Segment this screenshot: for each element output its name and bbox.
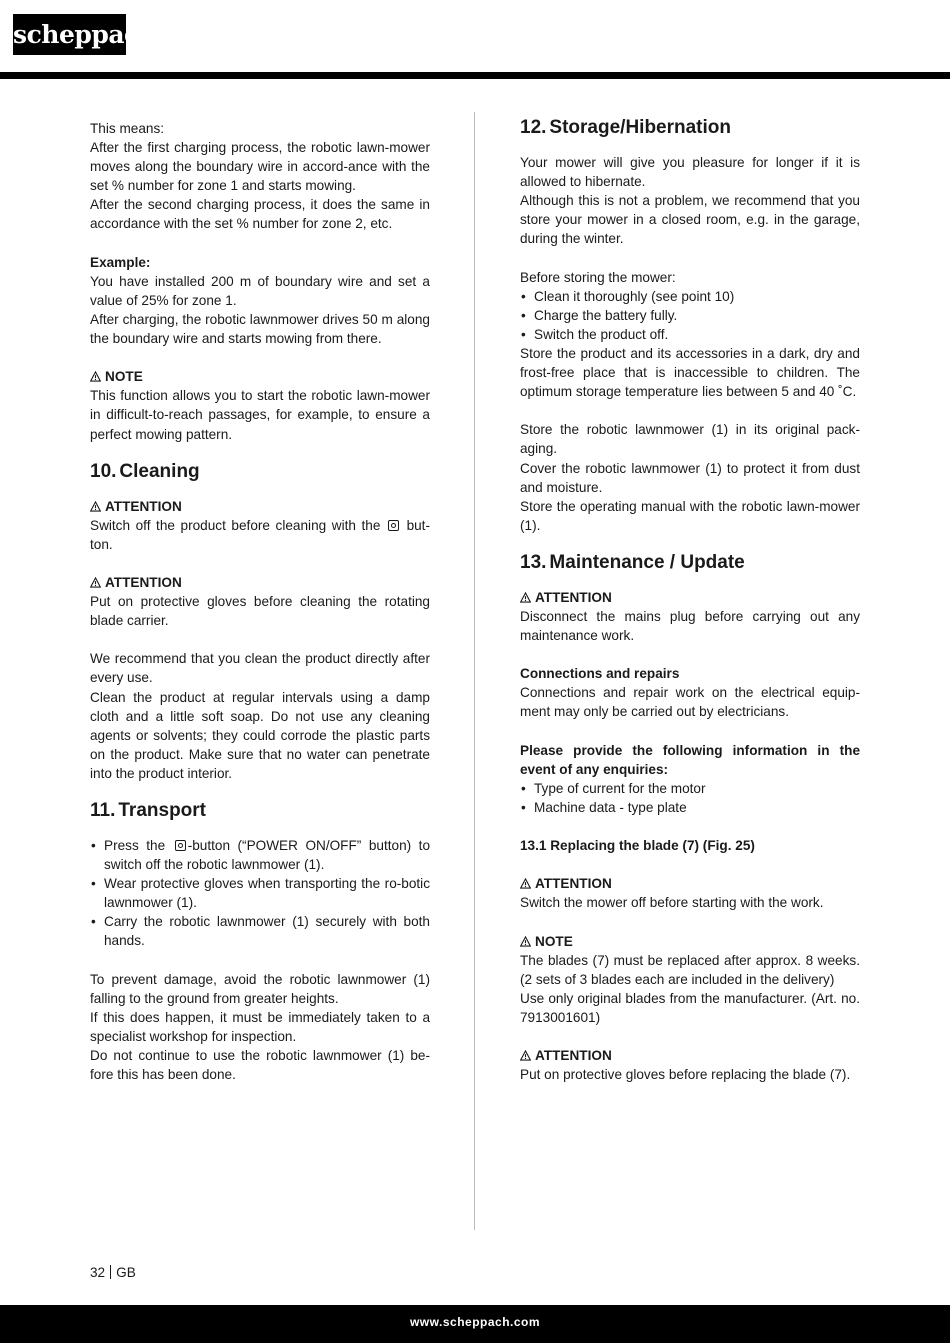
text: -button (“POWER ON/OFF” button) to switch off the robotic lawnmower (1). <box>104 838 431 873</box>
section-heading-storage <box>520 116 860 140</box>
paragraph: Before storing the mower: <box>520 269 676 285</box>
paragraph: After the second charging process, it does the same in accordance with the set % number for zone 2, etc. <box>90 197 430 232</box>
transport-list <box>90 836 430 951</box>
list-item: • Clean it thoroughly (see point 10) <box>520 287 860 306</box>
list-item: • Switch the product off. <box>520 325 860 344</box>
paragraph: Put on protective gloves before cleaning the rotating blade carrier. <box>90 594 430 629</box>
text: Press the <box>104 838 166 853</box>
left-column <box>90 119 430 1084</box>
section-number: 11. <box>90 800 116 821</box>
paragraph: Connections and repair work on the electrical equip-ment may only be carried out by electricians. <box>520 685 860 720</box>
power-button-icon <box>388 520 399 531</box>
list-item: • Charge the battery fully. <box>520 306 860 325</box>
header-bar <box>0 72 950 79</box>
paragraph: This function allows you to start the robotic lawn-mower in difficult-to-reach passages, for example, to ensure a perfect mowing pattern. <box>90 388 430 442</box>
enquiries-list <box>520 779 860 817</box>
section-title: Storage/Hibernation <box>549 117 731 138</box>
language-code: GB <box>116 1265 136 1280</box>
attention-heading <box>520 588 860 607</box>
paragraph: The blades (7) must be replaced after approx. 8 weeks. (2 sets of 3 blades each are included in the delivery) <box>520 952 860 987</box>
attention-label: ATTENTION <box>105 574 182 590</box>
section-heading-cleaning <box>90 460 430 484</box>
website-link[interactable]: www.scheppach.com <box>409 1315 541 1329</box>
attention-heading <box>520 874 860 893</box>
text: Switch off the product before cleaning with the <box>90 517 381 533</box>
section-number: 13. <box>520 551 547 573</box>
attention-label: ATTENTION <box>105 498 182 514</box>
paragraph: We recommend that you clean the product directly after every use. <box>90 651 430 686</box>
warning-icon <box>520 878 531 889</box>
connections-label: Connections and repairs <box>520 666 680 682</box>
attention-label: ATTENTION <box>535 1048 612 1064</box>
attention-label: ATTENTION <box>535 876 612 892</box>
warning-icon <box>90 577 101 588</box>
note-heading <box>520 932 860 951</box>
paragraph: You have installed 200 m of boundary wire and set a value of 25% for zone 1. <box>90 273 430 308</box>
attention-label: ATTENTION <box>535 589 612 605</box>
paragraph: Cover the robotic lawnmower (1) to protect it from dust and moisture. <box>520 460 860 495</box>
warning-icon <box>520 1050 531 1061</box>
page-num: 32 <box>90 1265 106 1280</box>
paragraph: Store the robotic lawnmower (1) in its original pack-aging. <box>520 422 860 457</box>
text: but-ton. <box>90 517 430 552</box>
paragraph: Do not continue to use the robotic lawnmower (1) be-fore this has been done. <box>90 1048 430 1083</box>
paragraph: To prevent damage, avoid the robotic lawnmower (1) falling to the ground from greater heights. <box>90 971 430 1006</box>
warning-icon <box>520 592 531 603</box>
brand-logo: scheppach <box>13 14 126 55</box>
subsection-title: 13.1 Replacing the blade (7) (Fig. 25) <box>520 838 755 854</box>
paragraph: Store the product and its accessories in a dark, dry and frost-free place that is inaccessible to children. The optimum storage temperature lies between 5 and 40 ˚C. <box>520 345 860 400</box>
section-heading-maintenance <box>520 551 860 575</box>
column-divider <box>474 112 475 1230</box>
warning-icon <box>90 501 101 512</box>
storage-list <box>520 287 860 344</box>
paragraph: If this does happen, it must be immediately taken to a specialist workshop for inspection. <box>90 1009 430 1044</box>
right-column <box>520 114 860 1084</box>
section-title: Cleaning <box>119 460 200 482</box>
paragraph: Your mower will give you pleasure for longer if it is allowed to hibernate. <box>520 155 860 190</box>
attention-heading <box>520 1046 860 1065</box>
paragraph: Clean the product at regular intervals using a damp cloth and a little soft soap. Do not use any cleaning agents or solvents; they could corrode the plastic parts on the product. Make sure that no water can penetrate into the product interior. <box>90 689 430 781</box>
list-item: • Type of current for the motor <box>520 779 860 798</box>
section-title: Transport <box>118 800 206 821</box>
paragraph: Switch the mower off before starting with the work. <box>520 895 824 911</box>
paragraph: This means: <box>90 121 165 136</box>
section-title: Maintenance / Update <box>549 551 745 573</box>
note-heading <box>90 367 430 386</box>
note-label: NOTE <box>105 369 143 385</box>
list-item <box>90 836 430 874</box>
warning-icon <box>520 936 531 947</box>
paragraph: Although this is not a problem, we recommend that you store your mower in a closed room, e.g. in the garage, during the winter. <box>520 193 860 247</box>
enquiries-label: Please provide the following information in the event of any enquiries: <box>520 742 860 777</box>
paragraph: Put on protective gloves before replacing the blade (7). <box>520 1067 851 1083</box>
example-label: Example: <box>90 254 151 270</box>
paragraph: After the first charging process, the robotic lawn-mower moves along the boundary wire in accord-ance with the set % number for zone 1 and starts mowing. <box>90 140 430 194</box>
note-label: NOTE <box>535 933 573 949</box>
section-number: 10. <box>90 460 117 482</box>
paragraph: Store the operating manual with the robotic lawn-mower (1). <box>520 498 860 533</box>
separator <box>110 1265 111 1279</box>
list-item: • Carry the robotic lawnmower (1) securely with both hands. <box>90 912 430 950</box>
page-number <box>90 1265 136 1280</box>
warning-icon <box>90 371 101 382</box>
attention-heading <box>90 573 430 592</box>
list-item: • Machine data - type plate <box>520 798 860 817</box>
paragraph: After charging, the robotic lawnmower drives 50 m along the boundary wire and starts mowing from there. <box>90 311 430 347</box>
paragraph: Disconnect the mains plug before carrying out any maintenance work. <box>520 608 860 644</box>
paragraph <box>90 516 430 554</box>
section-number: 12. <box>520 117 547 138</box>
power-button-icon <box>175 840 186 851</box>
paragraph: Use only original blades from the manufacturer. (Art. no. 7913001601) <box>520 990 860 1025</box>
attention-heading <box>90 497 430 516</box>
section-heading-transport <box>90 799 430 823</box>
list-item: • Wear protective gloves when transporting the ro-botic lawnmower (1). <box>90 874 430 912</box>
